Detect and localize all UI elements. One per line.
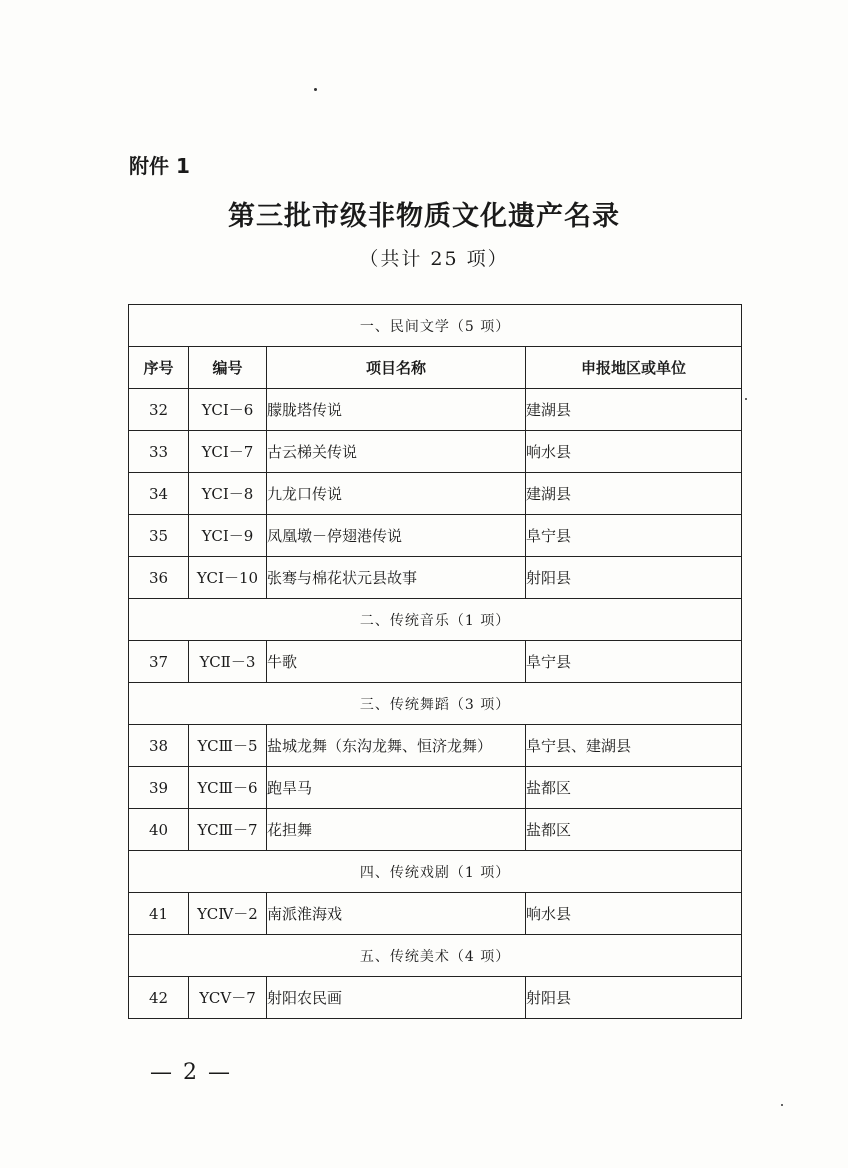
cell-region: 阜宁县 (526, 515, 742, 557)
cell-no: 32 (129, 389, 189, 431)
page-number: — 2 — (150, 1060, 232, 1085)
cell-region: 建湖县 (526, 473, 742, 515)
header-no: 序号 (129, 347, 189, 389)
section-heading: 二、传统音乐（1 项） (129, 599, 742, 641)
cell-code: YCⅠ－7 (189, 431, 267, 473)
cell-code: YCⅢ－6 (189, 767, 267, 809)
heritage-list-table (128, 304, 742, 1019)
table-row (129, 389, 742, 431)
cell-name: 花担舞 (267, 809, 526, 851)
table-row (129, 809, 742, 851)
table-row (129, 641, 742, 683)
cell-region: 射阳县 (526, 557, 742, 599)
scan-speck (781, 1104, 783, 1106)
cell-name: 牛歌 (267, 641, 526, 683)
section-heading-row (129, 851, 742, 893)
cell-region: 盐都区 (526, 767, 742, 809)
cell-region: 射阳县 (526, 977, 742, 1019)
cell-no: 33 (129, 431, 189, 473)
section-heading: 五、传统美术（4 项） (129, 935, 742, 977)
cell-region: 建湖县 (526, 389, 742, 431)
cell-name: 张骞与棉花状元县故事 (267, 557, 526, 599)
cell-name: 盐城龙舞（东沟龙舞、恒济龙舞） (267, 725, 526, 767)
cell-no: 34 (129, 473, 189, 515)
cell-code: YCⅣ－2 (189, 893, 267, 935)
cell-no: 41 (129, 893, 189, 935)
cell-name: 射阳农民画 (267, 977, 526, 1019)
cell-code: YCⅠ－10 (189, 557, 267, 599)
cell-code: YCⅠ－6 (189, 389, 267, 431)
header-code: 编号 (189, 347, 267, 389)
cell-name: 古云梯关传说 (267, 431, 526, 473)
table-row (129, 515, 742, 557)
attachment-label: 附件 1 (129, 154, 190, 178)
table-row (129, 767, 742, 809)
cell-code: YCⅠ－9 (189, 515, 267, 557)
document-title: 第三批市级非物质文化遗产名录 (228, 201, 620, 232)
cell-name: 南派淮海戏 (267, 893, 526, 935)
section-heading-row (129, 683, 742, 725)
cell-code: YCⅢ－5 (189, 725, 267, 767)
cell-no: 35 (129, 515, 189, 557)
cell-name: 跑旱马 (267, 767, 526, 809)
scan-speck (314, 88, 317, 91)
table-row (129, 473, 742, 515)
cell-name: 九龙口传说 (267, 473, 526, 515)
cell-no: 39 (129, 767, 189, 809)
cell-code: YCⅡ－3 (189, 641, 267, 683)
table-row (129, 725, 742, 767)
document-subtitle: （共计 25 项） (359, 248, 509, 270)
cell-code: YCⅤ－7 (189, 977, 267, 1019)
cell-region: 响水县 (526, 893, 742, 935)
table-row (129, 557, 742, 599)
cell-code: YCⅢ－7 (189, 809, 267, 851)
section-heading-row (129, 599, 742, 641)
section-heading: 三、传统舞蹈（3 项） (129, 683, 742, 725)
table-row (129, 977, 742, 1019)
section-heading: 四、传统戏剧（1 项） (129, 851, 742, 893)
scan-speck (745, 398, 747, 400)
cell-region: 阜宁县、建湖县 (526, 725, 742, 767)
table-row (129, 893, 742, 935)
column-header-row (129, 347, 742, 389)
cell-no: 40 (129, 809, 189, 851)
cell-no: 36 (129, 557, 189, 599)
cell-region: 响水县 (526, 431, 742, 473)
section-heading-row (129, 305, 742, 347)
cell-no: 42 (129, 977, 189, 1019)
cell-no: 38 (129, 725, 189, 767)
cell-name: 朦胧塔传说 (267, 389, 526, 431)
cell-name: 凤凰墩－停翅港传说 (267, 515, 526, 557)
table-row (129, 431, 742, 473)
header-region: 申报地区或单位 (526, 347, 742, 389)
section-heading-row (129, 935, 742, 977)
table-body (129, 305, 742, 1019)
cell-region: 盐都区 (526, 809, 742, 851)
cell-region: 阜宁县 (526, 641, 742, 683)
cell-no: 37 (129, 641, 189, 683)
header-name: 项目名称 (267, 347, 526, 389)
cell-code: YCⅠ－8 (189, 473, 267, 515)
section-heading: 一、民间文学（5 项） (129, 305, 742, 347)
